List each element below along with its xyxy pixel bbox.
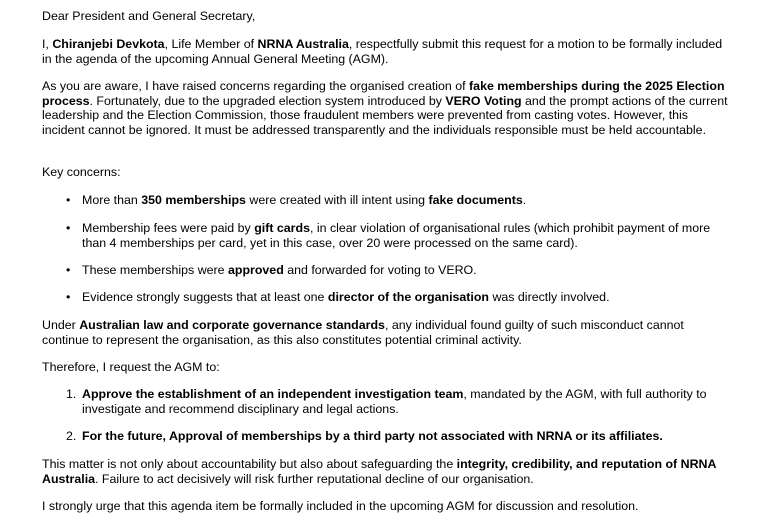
- item-emphasis: Approve the establishment of an independent investigation team: [82, 387, 464, 401]
- concerns-paragraph: [42, 79, 732, 137]
- paragraph-text: Under: [42, 318, 80, 332]
- bullet-icon: •: [66, 290, 71, 304]
- emphasis-text: Australian law and corporate governance standards: [79, 318, 385, 332]
- bullet-icon: •: [66, 221, 71, 235]
- item-emphasis: gift cards: [254, 221, 310, 235]
- item-emphasis: director of the organisation: [327, 290, 489, 304]
- bullet-icon: •: [66, 193, 71, 207]
- item-text: and forwarded for voting to VERO.: [283, 263, 477, 277]
- item-emphasis: approved: [228, 263, 284, 277]
- paragraph-text: This matter is not only about accountability but also about safeguarding the: [42, 457, 457, 471]
- item-text: was directly involved.: [489, 290, 610, 304]
- item-text: More than: [82, 193, 142, 207]
- item-text: Evidence strongly suggests that at least one: [82, 290, 328, 304]
- key-concerns-label: Key concerns:: [42, 165, 121, 179]
- list-number: 2.: [66, 429, 77, 443]
- paragraph-text: . Failure to act decisively will risk further reputational decline of our organisation.: [95, 471, 534, 486]
- item-text: .: [522, 193, 527, 207]
- concern-item: [82, 263, 732, 278]
- concern-item: [82, 290, 732, 305]
- emphasis-text: integrity, credibility, and reputation of NRNA Australia: [42, 457, 716, 486]
- closing-paragraph: I strongly urge that this agenda item be formally included in the upcoming AGM for discussion and resolution.: [42, 499, 639, 513]
- member-name: Chiranjebi Devkota: [52, 37, 165, 51]
- item-emphasis: 350 memberships: [141, 193, 246, 207]
- item-text: , mandated by the AGM, with full authority to investigate and recommend disciplinary and legal actions.: [82, 387, 707, 416]
- item-emphasis: For the future, Approval of memberships by a third party not associated with NRNA or its affiliates.: [82, 429, 663, 443]
- bullet-icon: •: [66, 263, 71, 277]
- request-item: [82, 429, 732, 444]
- paragraph-text: , any individual found guilty of such misconduct cannot continue to represent the organisation, as this also constitutes potential criminal activity.: [42, 318, 684, 347]
- paragraph-text: As you are aware, I have raised concerns regarding the organised creation of: [42, 79, 470, 93]
- integrity-paragraph: [42, 457, 732, 486]
- item-text: , in clear violation of organisational rules (which prohibit payment of more than 4 memberships per card, yet in this case, over 20 were processed on the same card).: [82, 221, 711, 250]
- item-text: Membership fees were paid by: [82, 221, 255, 235]
- intro-text: , Life Member of: [164, 37, 258, 51]
- intro-paragraph: [42, 37, 732, 66]
- intro-text: , respectfully submit this request for a motion to be formally included in the agenda of the upcoming Annual General Meeting (AGM).: [42, 37, 723, 66]
- item-text: were created with ill intent using: [245, 193, 429, 207]
- emphasis-text: VERO Voting: [445, 93, 522, 108]
- request-label: Therefore, I request the AGM to:: [42, 360, 220, 374]
- paragraph-text: . Fortunately, due to the upgraded election system introduced by: [89, 93, 446, 108]
- law-paragraph: [42, 318, 732, 347]
- list-number: 1.: [66, 387, 77, 401]
- paragraph-text: and the prompt actions of the current leadership and the Election Commission, those fraudulent members were prevented from casting votes. However, this incident cannot be ignored. It must be addressed transparently and the individuals responsible must be held accountable.: [42, 93, 728, 137]
- request-item: [82, 387, 732, 416]
- intro-text: I,: [42, 37, 53, 51]
- salutation: Dear President and General Secretary,: [42, 9, 256, 23]
- concern-item: [82, 221, 732, 250]
- item-text: These memberships were: [82, 263, 228, 277]
- emphasis-text: fake memberships during the 2025 Election process: [42, 79, 725, 108]
- item-emphasis: fake documents: [428, 193, 523, 207]
- concern-item: [82, 193, 732, 208]
- organisation-name: NRNA Australia: [257, 37, 349, 51]
